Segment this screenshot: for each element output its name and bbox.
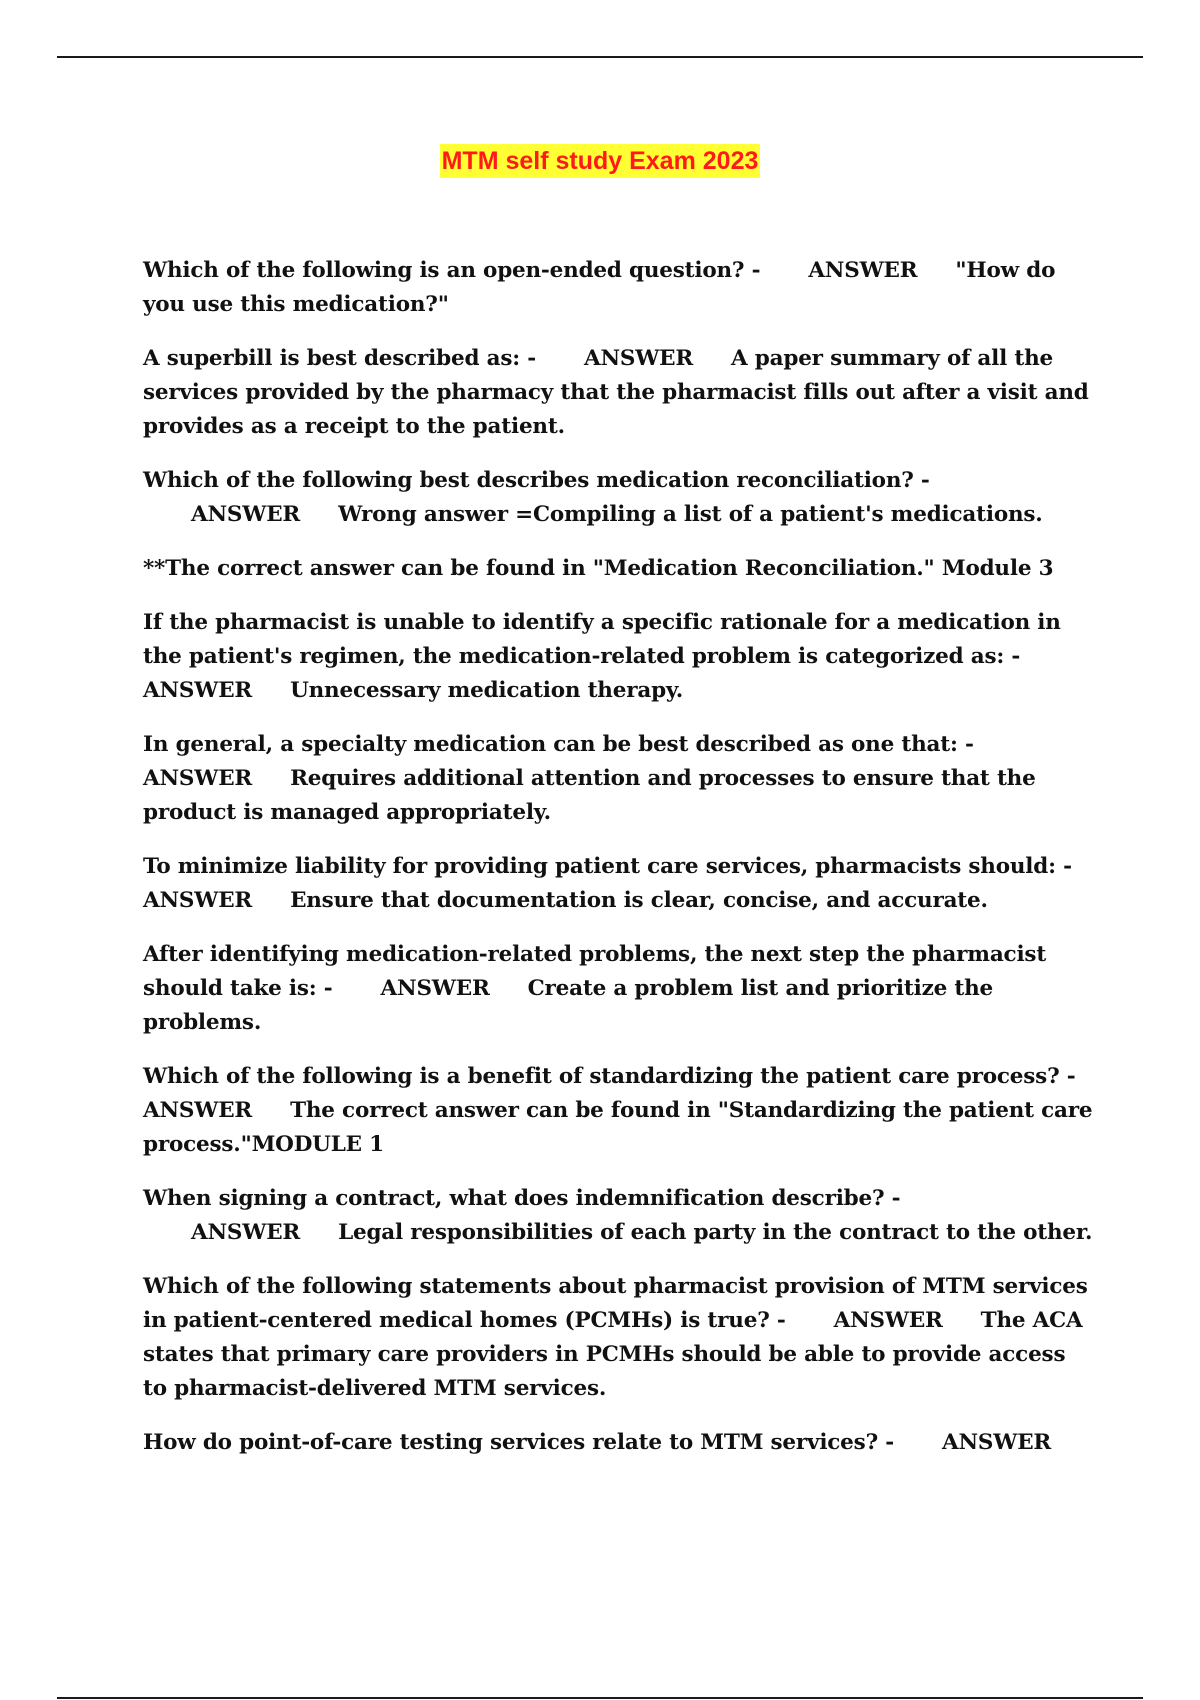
answer-text: Create a problem list and prioritize the problems. <box>143 976 993 1035</box>
answer-text: Requires additional attention and processes to ensure that the product is managed appropriately. <box>143 766 1036 825</box>
answer-text: Wrong answer =Compiling a list of a patient's medications. <box>338 502 1043 527</box>
header-rule <box>57 56 1143 58</box>
answer-label: ANSWER <box>191 1220 301 1245</box>
question-text: After identifying medication-related problems, the next step the pharmacist should take is: - <box>143 942 1047 1001</box>
qa-item <box>143 728 1095 830</box>
qa-item <box>143 1270 1095 1406</box>
answer-label: ANSWER <box>833 1308 943 1333</box>
answer-label: ANSWER <box>191 502 301 527</box>
question-text: To minimize liability for providing patient care services, pharmacists should: - <box>143 854 1072 879</box>
answer-text: Ensure that documentation is clear, concise, and accurate. <box>290 888 988 913</box>
qa-item <box>143 342 1095 444</box>
qa-item <box>143 1182 1095 1250</box>
answer-text: Unnecessary medication therapy. <box>290 678 684 703</box>
qa-item <box>143 938 1095 1040</box>
answer-label: ANSWER <box>583 346 694 371</box>
answer-text: "How do you use this medication?" <box>143 258 1056 317</box>
answer-label: ANSWER <box>143 1098 253 1123</box>
question-text: A superbill is best described as: - <box>143 346 536 371</box>
qa-list <box>143 254 1095 1480</box>
qa-item <box>143 850 1095 918</box>
answer-text: The ACA states that primary care providers in PCMHs should be able to provide access to pharmacist-delivered MTM services. <box>143 1308 1083 1401</box>
page-title: MTM self study Exam 2023 <box>440 144 761 178</box>
answer-label: ANSWER <box>143 678 253 703</box>
question-text: Which of the following best describes medication reconciliation? - <box>143 468 930 493</box>
qa-item <box>143 606 1095 708</box>
note-line <box>143 552 1095 586</box>
answer-label: ANSWER <box>941 1430 1052 1455</box>
qa-item <box>143 254 1095 322</box>
question-text: In general, a specialty medication can be best described as one that: - <box>143 732 974 757</box>
question-text: Which of the following is an open-ended question? - <box>143 258 761 283</box>
answer-text: Legal responsibilities of each party in the contract to the other. <box>338 1220 1093 1245</box>
question-text: How do point-of-care testing services relate to MTM services? - <box>143 1430 894 1455</box>
answer-text: The correct answer can be found in "Standardizing the patient care process."MODULE 1 <box>143 1098 1093 1157</box>
question-text: When signing a contract, what does indemnification describe? - <box>143 1186 901 1211</box>
footer-rule <box>57 1697 1143 1699</box>
answer-label: ANSWER <box>380 976 490 1001</box>
answer-label: ANSWER <box>143 766 253 791</box>
answer-label: ANSWER <box>808 258 918 283</box>
answer-label: ANSWER <box>143 888 253 913</box>
qa-item <box>143 1426 1095 1460</box>
note-text: **The correct answer can be found in "Medication Reconciliation." Module 3 <box>143 556 1054 581</box>
question-text: Which of the following is a benefit of standardizing the patient care process? - <box>143 1064 1076 1089</box>
question-text: Which of the following statements about pharmacist provision of MTM services in patient-centered medical homes (PCMHs) is true? - <box>143 1274 1088 1333</box>
question-text: If the pharmacist is unable to identify a specific rationale for a medication in the patient's regimen, the medication-related problem is categorized as: - <box>143 610 1061 669</box>
qa-item <box>143 1060 1095 1162</box>
qa-item <box>143 464 1095 532</box>
title-container <box>0 144 1200 178</box>
answer-text: A paper summary of all the services provided by the pharmacy that the pharmacist fills out after a visit and provides as a receipt to the patient. <box>143 346 1089 439</box>
